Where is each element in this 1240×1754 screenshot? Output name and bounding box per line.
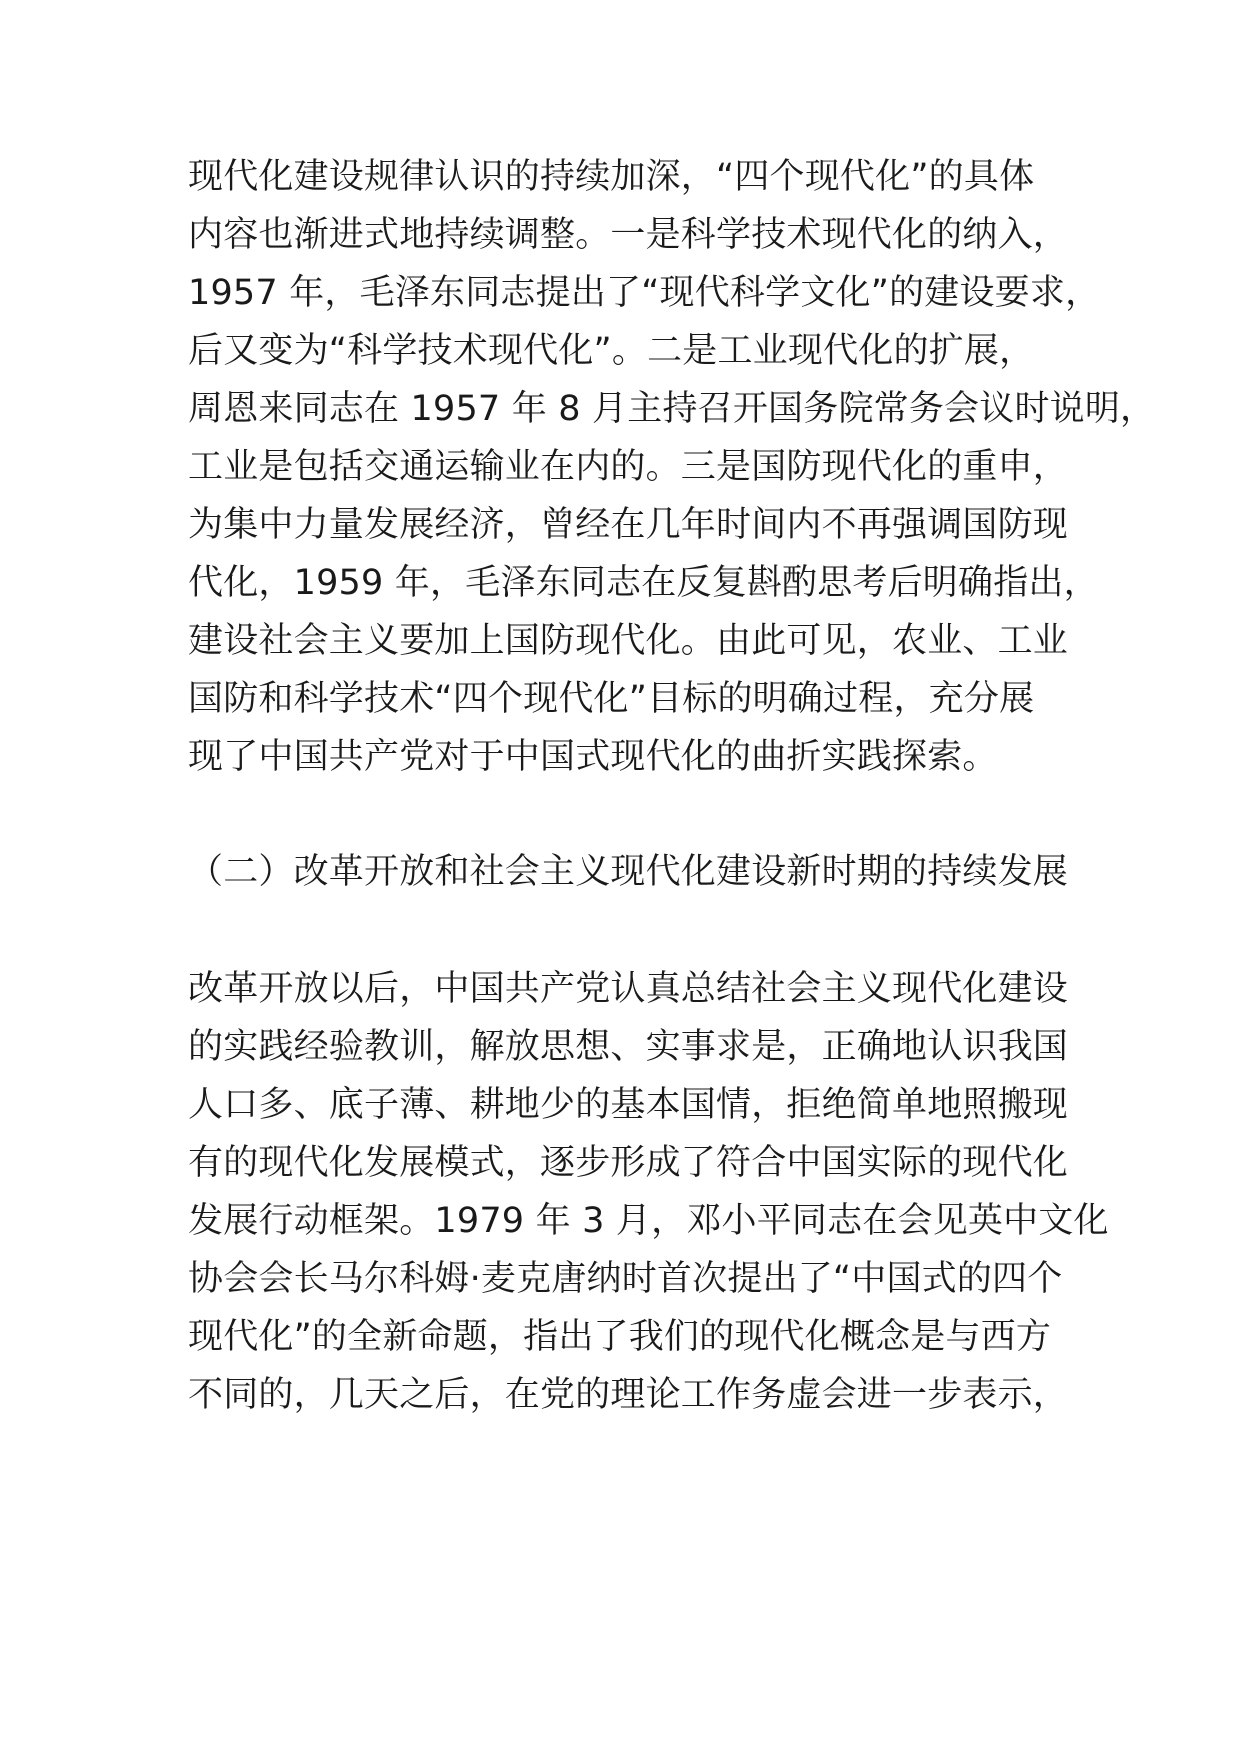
text-line: 现了中国共产党对于中国式现代化的曲折实践探索。: [188, 737, 998, 777]
text-line: 为集中力量发展经济，曾经在几年时间内不再强调国防现: [188, 505, 1069, 545]
text-line: 改革开放以后，中国共产党认真总结社会主义现代化建设: [188, 969, 1069, 1009]
text-line: 协会会长马尔科姆·麦克唐纳时首次提出了“中国式的四个: [188, 1259, 1063, 1299]
text-line: 周恩来同志在 1957 年 8 月主持召开国务院常务会议时说明，: [188, 389, 1156, 429]
text-line: 人口多、底子薄、耕地少的基本国情，拒绝简单地照搬现: [188, 1085, 1069, 1125]
text-line: 现代化”的全新命题，指出了我们的现代化概念是与西方: [188, 1317, 1052, 1357]
text-line: 工业是包括交通运输业在内的。三是国防现代化的重申，: [188, 447, 1069, 487]
text-line: 建设社会主义要加上国防现代化。由此可见，农业、工业: [188, 621, 1069, 661]
heading-line: （二）改革开放和社会主义现代化建设新时期的持续发展: [188, 852, 1069, 892]
text-line: 后又变为“科学技术现代化”。二是工业现代化的扩展，: [188, 331, 1035, 371]
text-line: 1957 年，毛泽东同志提出了“现代科学文化”的建设要求，: [188, 273, 1101, 313]
text-line: 代化，1959 年，毛泽东同志在反复斟酌思考后明确指出，: [188, 563, 1099, 603]
text-line: 的实践经验教训，解放思想、实事求是，正确地认识我国: [188, 1027, 1069, 1067]
text-line: 内容也渐进式地持续调整。一是科学技术现代化的纳入，: [188, 215, 1069, 255]
text-line: 现代化建设规律认识的持续加深，“四个现代化”的具体: [188, 157, 1035, 197]
text-line: 不同的，几天之后，在党的理论工作务虚会进一步表示，: [188, 1375, 1069, 1415]
text-line: 有的现代化发展模式，逐步形成了符合中国实际的现代化: [188, 1143, 1069, 1183]
text-line: 国防和科学技术“四个现代化”目标的明确过程，充分展: [188, 679, 1035, 719]
text-line: 发展行动框架。1979 年 3 月，邓小平同志在会见英中文化: [188, 1201, 1109, 1241]
